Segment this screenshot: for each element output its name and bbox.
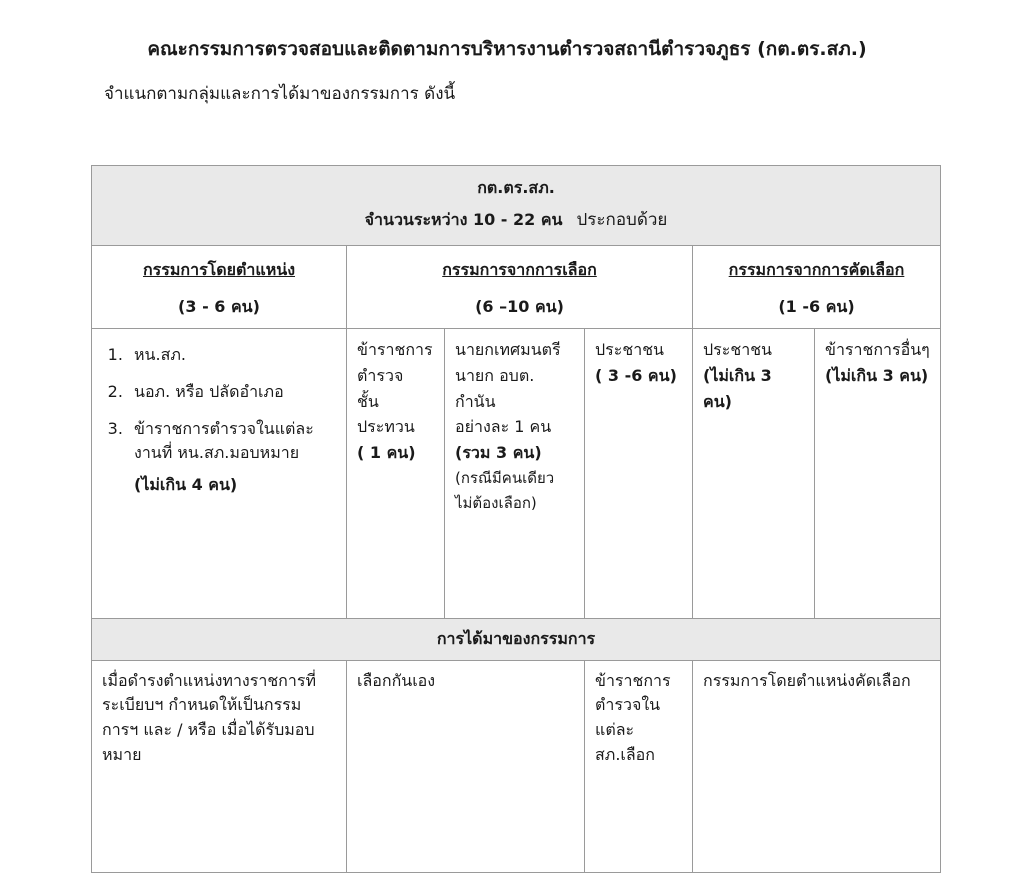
by-position-item-1: หน.สภ. [134,344,186,364]
election-cell-3 [595,337,682,389]
cell-election-police-ncо [347,328,445,618]
cell-acquisition-by-position: เมื่อดำรงตำแหน่งทางราชการที่ระเบียบฯ กำหนดให้เป็นกรรมการฯ และ / หรือ เมื่อได้รับมอบหมาย [92,660,347,872]
by-position-item-3-limit: (ไม่เกิน 4 คน) [134,474,238,494]
header-count-range: จำนวนระหว่าง 10 - 22 คน [364,209,563,229]
cell-selection-citizens [693,328,815,618]
selection-cell-2-line-1: ข้าราชการอื่นๆ [825,339,930,359]
table-row-header [92,166,941,246]
cell-selection-other-officials [815,328,941,618]
election-cell-2-note-1: (กรณีมีคนเดียว [455,469,555,488]
election-cell-1-line-3: ชั้นประทวน [357,391,415,437]
selection-cell-1 [703,337,804,415]
election-cell-3-line-1: ประชาชน [595,339,664,359]
election-cell-2 [455,337,574,515]
cell-acquisition-by-selection: กรรมการโดยตำแหน่งคัดเลือก [693,660,941,872]
acquisition-band: การได้มาของกรรมการ [92,618,941,660]
table-row-group-heads [92,246,941,329]
list-item [128,380,336,404]
by-position-item-3: ข้าราชการตำรวจในแต่ละงานที่ หน.สภ.มอบหมาย [134,418,314,462]
header-consist-of: ประกอบด้วย [576,209,668,230]
cell-by-position-list [92,328,347,618]
group-title-by-position: กรรมการโดยตำแหน่ง [142,260,296,280]
group-count-by-election: (6 –10 คน) [475,296,564,316]
election-cell-3-count: ( 3 -6 คน) [595,365,677,385]
cell-election-local-leaders [445,328,585,618]
group-count-by-position: (3 - 6 คน) [178,296,260,316]
election-cell-2-note-2: ไม่ต้องเลือก) [455,493,537,512]
selection-cell-1-count: (ไม่เกิน 3 คน) [703,365,772,411]
election-cell-2-line-3: กำนัน [455,391,496,411]
group-title-by-election: กรรมการจากการเลือก [442,260,597,280]
group-head-by-selection [693,246,941,329]
election-cell-2-line-4: อย่างละ 1 คน [455,417,552,437]
header-line-1: กต.ตร.สภ. [477,178,555,197]
cell-acquisition-police-vote: ข้าราชการตำรวจในแต่ละ สภ.เลือก [585,660,693,872]
committee-table-wrapper [91,165,940,873]
table-row-acquisition-band [92,618,941,660]
table-row-acquisition [92,660,941,872]
election-cell-2-total: (รวม 3 คน) [455,443,542,463]
list-item [128,343,336,367]
page-title: คณะกรรมการตรวจสอบและติดตามการบริหารงานตำรวจสถานีตำรวจภูธร (กต.ตร.สภ.) [147,38,867,60]
by-position-item-2: นอภ. หรือ ปลัดอำเภอ [134,381,284,401]
committee-table [91,165,941,873]
election-cell-2-line-2: นายก อบต. [455,365,535,385]
election-cell-2-line-1: นายกเทศมนตรี [455,339,561,359]
group-count-by-selection: (1 -6 คน) [778,296,855,316]
election-cell-1-line-1: ข้าราชการ [357,339,433,359]
by-position-list [102,343,336,497]
group-head-by-position [92,246,347,329]
page-subtitle: จำแนกตามกลุ่มและการได้มาของกรรมการ ดังนี้ [104,83,456,104]
election-cell-1-count: ( 1 คน) [357,443,416,463]
selection-cell-2 [825,337,930,389]
table-row-details [92,328,941,618]
cell-acquisition-by-election: เลือกกันเอง [347,660,585,872]
cell-election-citizens [585,328,693,618]
table-header-band [92,166,941,246]
selection-cell-2-count: (ไม่เกิน 3 คน) [825,365,929,385]
election-cell-1-line-2: ตำรวจ [357,365,404,385]
selection-cell-1-line-1: ประชาชน [703,339,772,359]
list-item [128,417,336,497]
header-line-2 [102,207,930,233]
group-title-by-selection: กรรมการจากการคัดเลือก [728,260,905,280]
group-head-by-election [347,246,693,329]
election-cell-1 [357,337,434,467]
